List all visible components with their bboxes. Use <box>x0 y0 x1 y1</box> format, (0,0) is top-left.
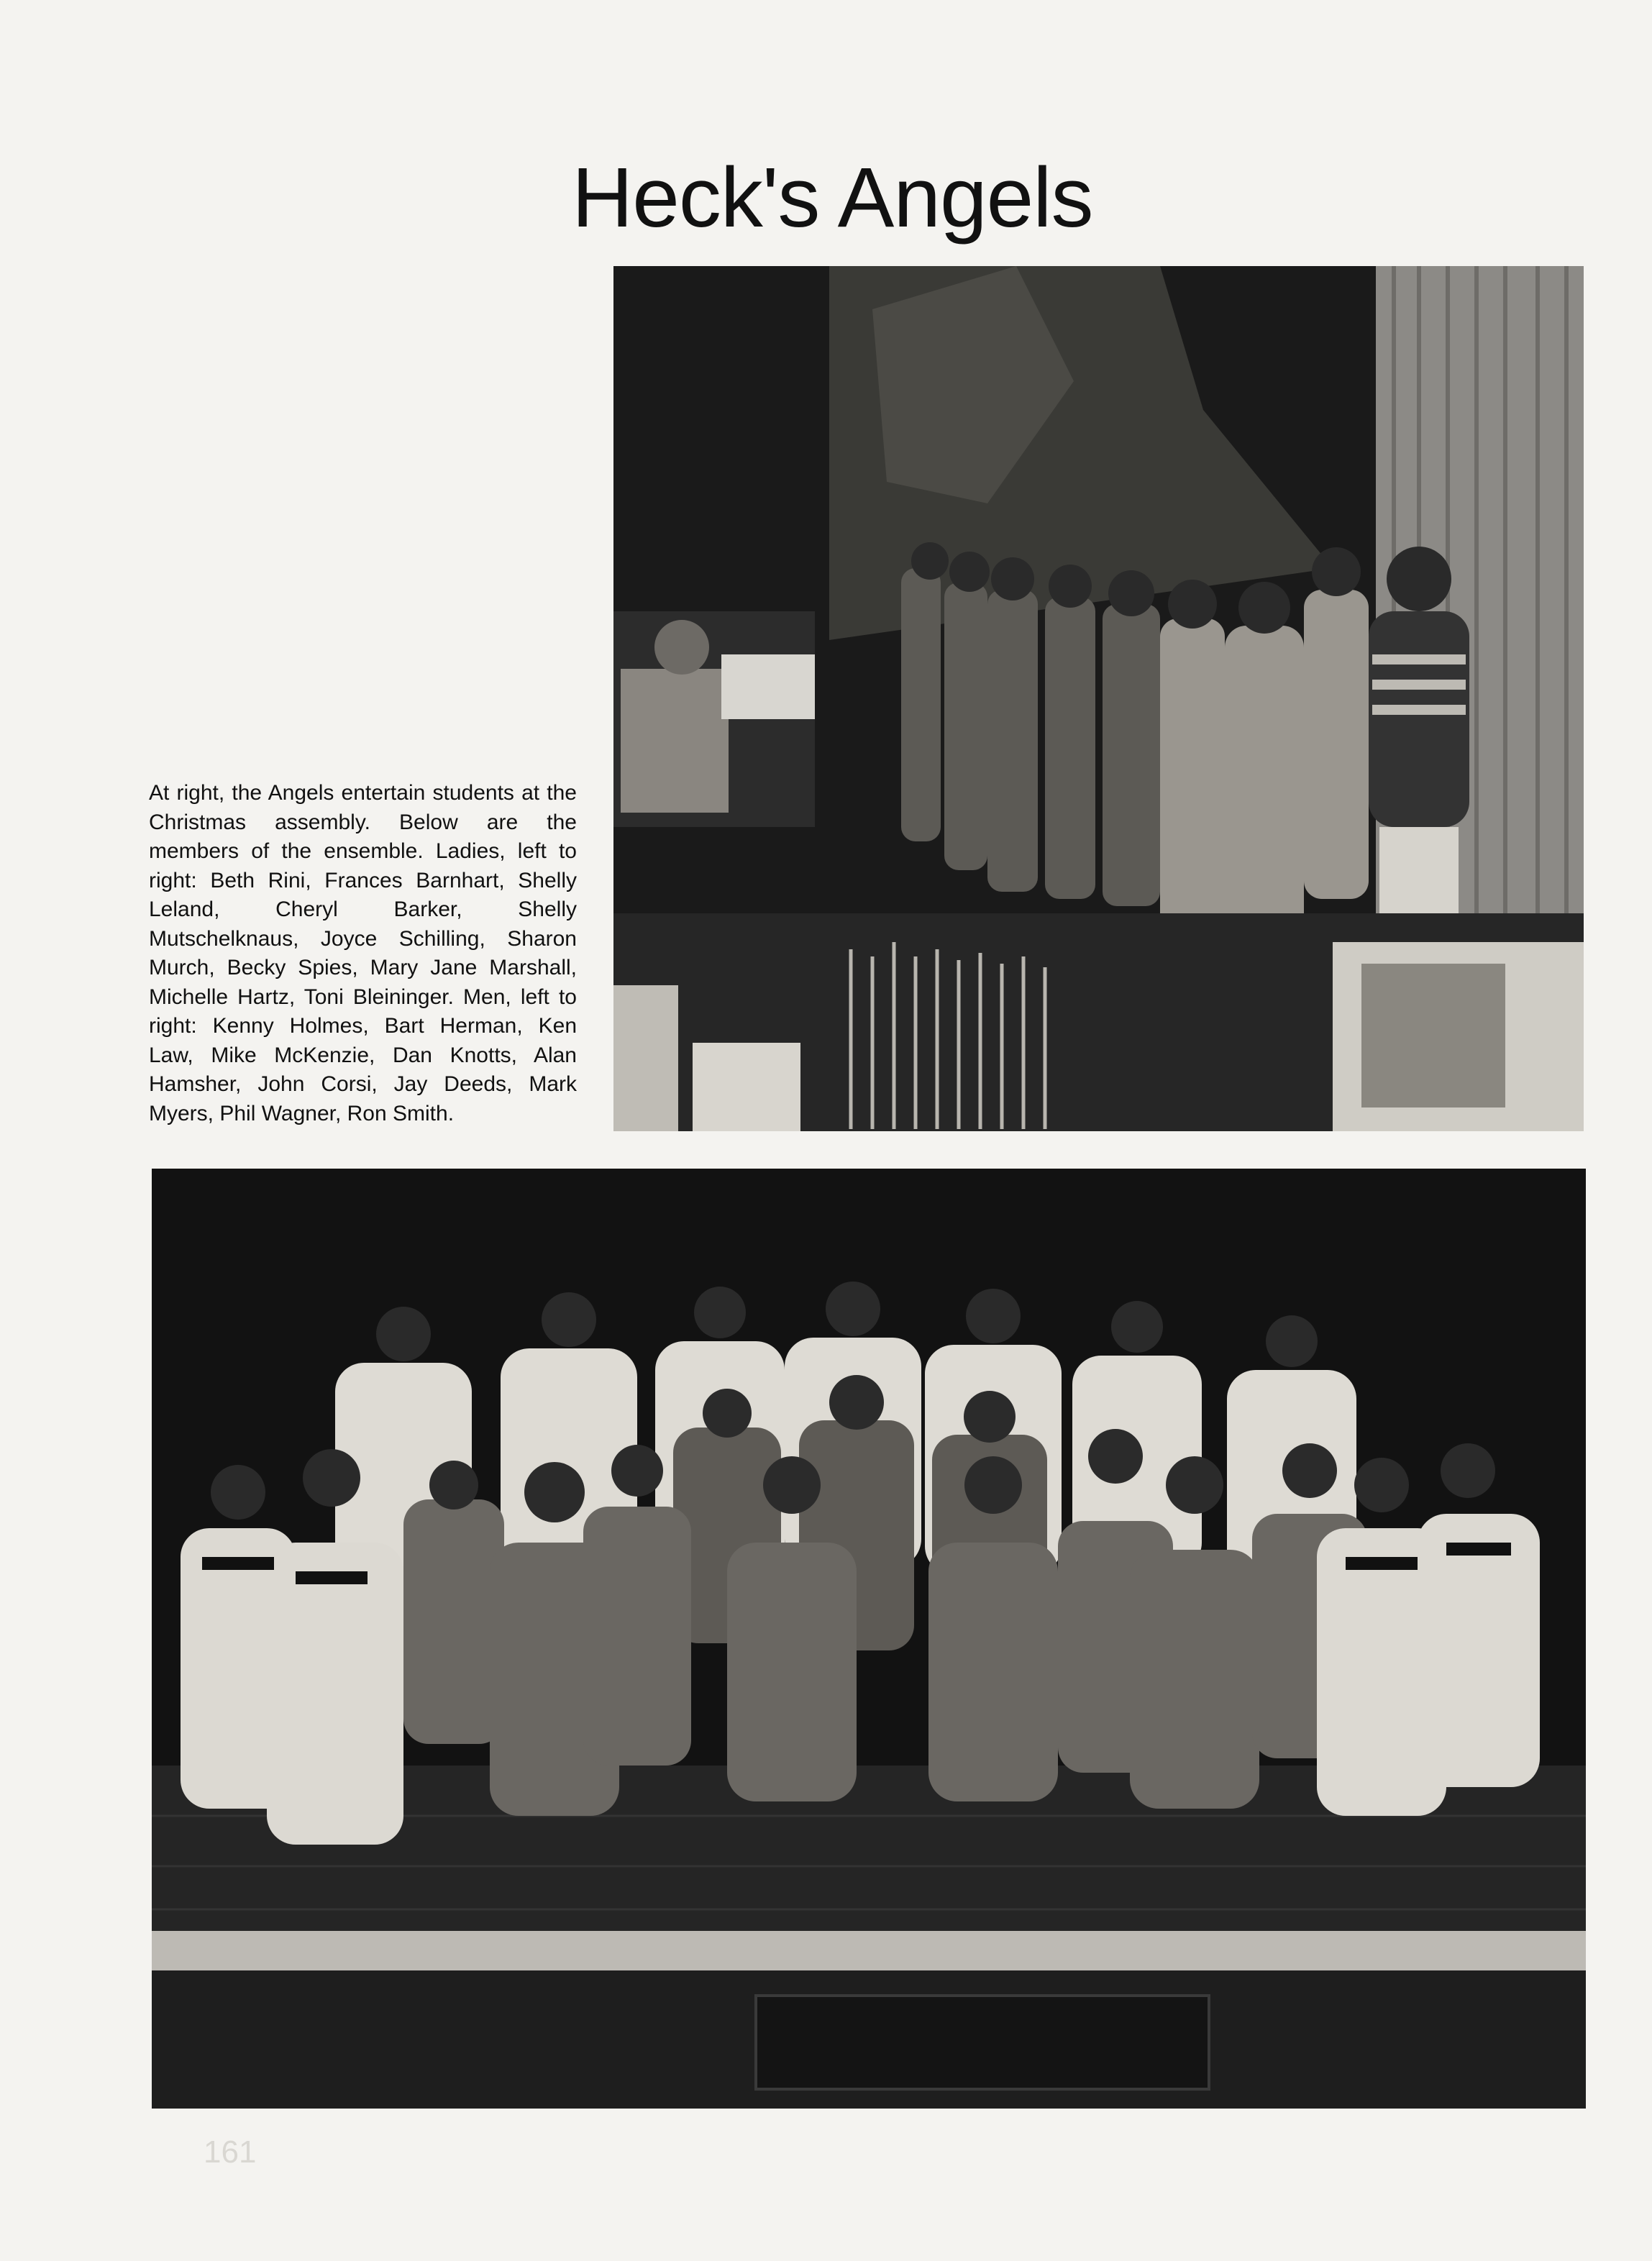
ensemble-group-illustration <box>152 1169 1586 2109</box>
christmas-assembly-photo <box>613 266 1584 1131</box>
page-number: 161 <box>204 2134 257 2170</box>
photo-caption: At right, the Angels entertain students at the Christmas assembly. Below are the members of the ensemble. Ladies, left to right: Beth Rini, Frances Barnhart, Shelly Leland, Cheryl Barker, Shelly Mutschelknaus, Joyce Schilling, Sharon Murch, Becky Spies, Mary Jane Marshall, Michelle Hartz, Toni Bleininger. Men, left to right: Kenny Holmes, Bart Herman, Ken Law, Mike McKenzie, Dan Knotts, Alan Hamsher, John Corsi, Jay Deeds, Mark Myers, Phil Wagner, Ron Smith. <box>149 781 577 1125</box>
page-title: Heck's Angels <box>572 150 1093 245</box>
christmas-assembly-illustration <box>613 266 1584 1131</box>
ensemble-group-photo <box>152 1169 1586 2109</box>
